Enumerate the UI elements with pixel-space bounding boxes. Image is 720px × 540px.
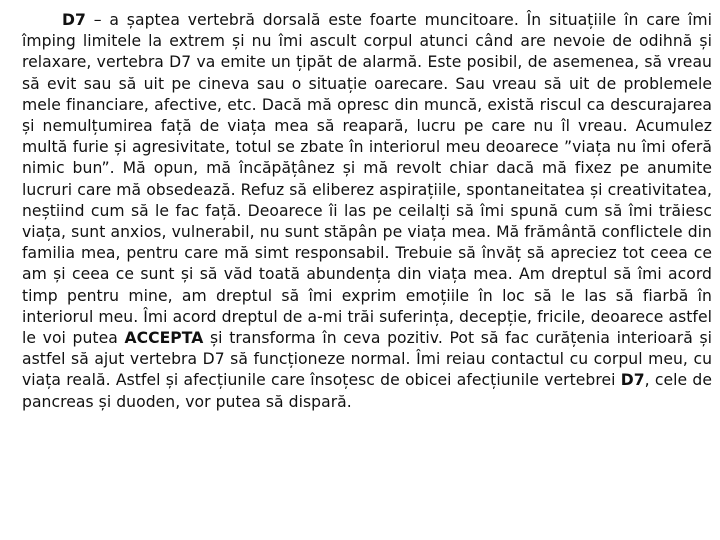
body-paragraph <box>22 10 712 413</box>
term-d7-heading: D7 <box>62 11 86 29</box>
term-accepta: ACCEPTA <box>124 329 204 348</box>
paragraph-text-1: – a șaptea vertebră dorsală este foarte muncitoare. În situațiile în care îmi împing limitele la extrem și nu îmi ascult corpul atunci când are nevoie de odihnă și relaxare, vertebra D7 va emite un țipăt de alarmă. Este posibil, de asemenea, să vreau să evit sau să uit pe cineva sau o situație oarecare. Sau vreau să uit de problemele mele financiare, afective, etc. Dacă mă opresc din muncă, există riscul ca descurajarea și nemulțumirea față de viața mea să reapară, lucru pe care nu îl vreau. Acumulez multă furie și agresivitate, totul se zbate în interiorul meu deoarece ”viața nu îmi oferă nimic bun”. Mă opun, mă încăpățânez și mă revolt chiar dacă mă fixez pe anumite lucruri care mă obsedează. Refuz să eliberez aspirațiile, spontaneitatea și creativitatea, neștiind cum să le fac față. Deoarece îi las pe ceilalți să îmi spună cum să îmi trăiesc viața, sunt anxios, vulnerabil, nu sunt stăpân pe viața mea. Mă frământă conflictele din familia mea, pentru care mă simt responsabil. Trebuie să învăț să apreciez tot ceea ce am și ceea ce sunt și să văd toată abundența din viața mea. Am dreptul să îmi acord timp pentru mine, am dreptul să îmi exprim emoțiile în loc să le las să fiarbă în interiorul meu. Îmi acord dreptul de a-mi trăi suferința, decepție, fricile, deoarece astfel le voi putea <box>22 11 712 348</box>
paragraph-text-3: , cele de pancreas și duoden, vor putea să dispară. <box>22 371 712 411</box>
paragraph-text-2: și transforma în ceva pozitiv. Pot să fac curățenia interioară și astfel să ajut vertebra D7 să funcționeze normal. Îmi reiau contactul cu corpul meu, cu viața reală. Astfel și afecțiunile care însoțesc de obicei afecțiunile vertebrei <box>22 329 713 390</box>
term-d7-inline: D7 <box>620 371 645 390</box>
document-page <box>22 10 712 413</box>
